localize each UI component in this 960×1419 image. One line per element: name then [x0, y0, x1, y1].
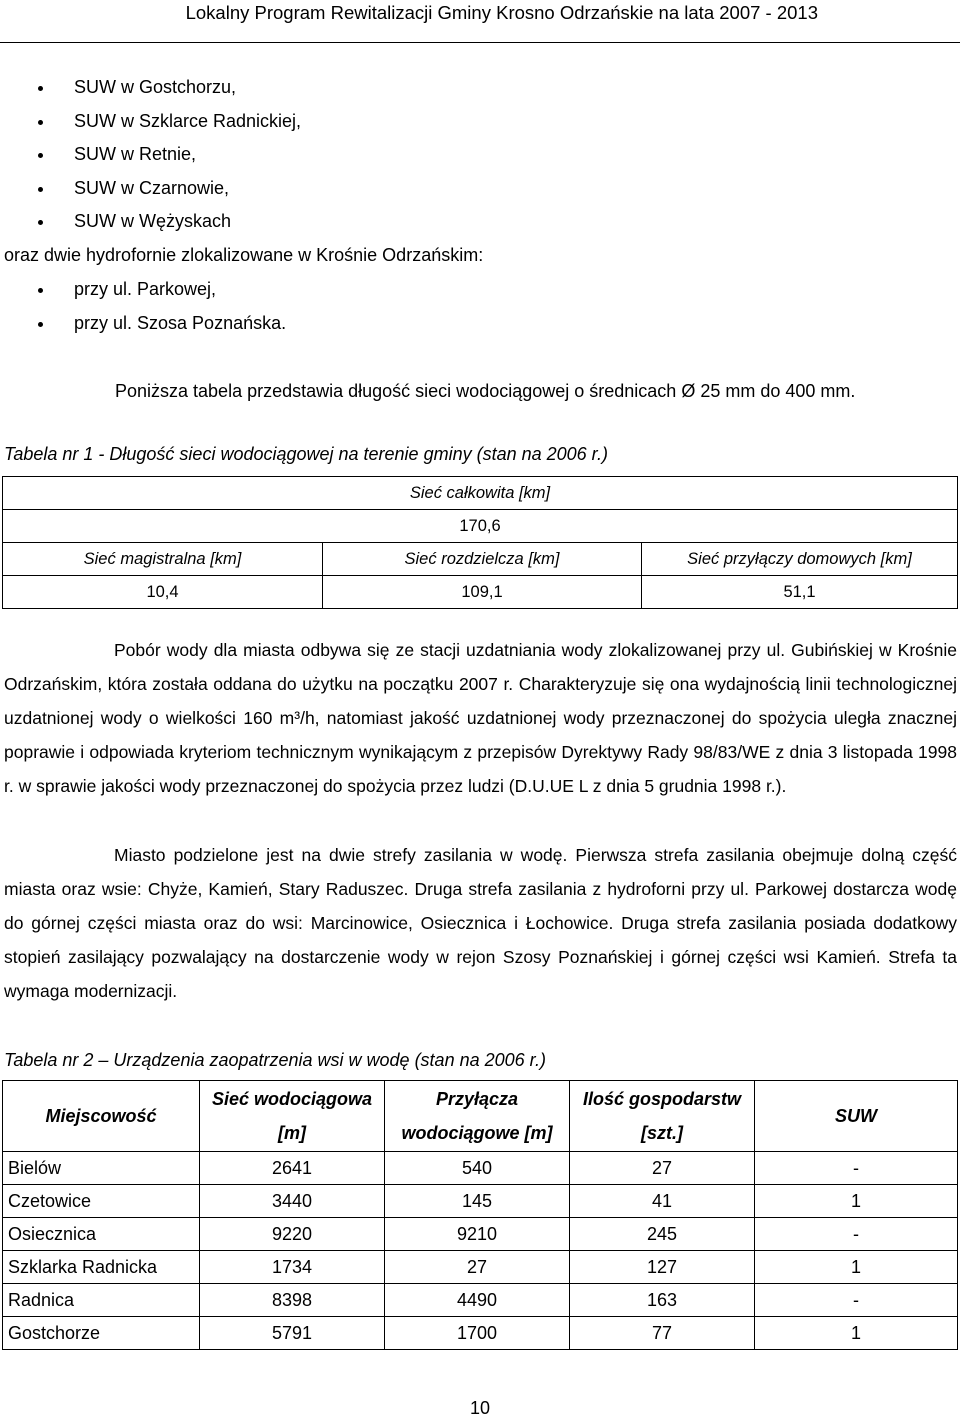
header-cell: Sieć przyłączy domowych [km]: [642, 543, 958, 576]
header-cell: Sieć rozdzielcza [km]: [323, 543, 642, 576]
total-header: Sieć całkowita [km]: [3, 477, 958, 510]
value-cell: 10,4: [3, 576, 323, 609]
village-water-table: [2, 1080, 958, 1350]
list-item: SUW w Wężyskach: [0, 205, 960, 239]
table-row: [3, 1317, 958, 1350]
cell-connections: 4490: [385, 1284, 570, 1317]
cell-households: 77: [570, 1317, 755, 1350]
header-cell: SUW: [755, 1081, 958, 1152]
cell-suw: -: [755, 1152, 958, 1185]
cell-location: Osiecznica: [3, 1218, 200, 1251]
cell-households: 27: [570, 1152, 755, 1185]
cell-location: Czetowice: [3, 1185, 200, 1218]
list-item: SUW w Gostchorzu,: [0, 71, 960, 105]
network-length-table: [2, 476, 958, 609]
cell-suw: 1: [755, 1317, 958, 1350]
list-item: przy ul. Szosa Poznańska.: [0, 307, 960, 341]
cell-network: 9220: [200, 1218, 385, 1251]
header-rule: [0, 42, 960, 43]
header-cell: Sieć wodociągowa [m]: [200, 1081, 385, 1152]
cell-households: 41: [570, 1185, 755, 1218]
cell-network: 3440: [200, 1185, 385, 1218]
header-title: Lokalny Program Rewitalizacji Gminy Krosno Odrzańskie na lata 2007 - 2013: [185, 2, 818, 23]
cell-connections: 27: [385, 1251, 570, 1284]
cell-network: 1734: [200, 1251, 385, 1284]
table-row: [3, 1284, 958, 1317]
cell-suw: -: [755, 1284, 958, 1317]
paragraph-text: Miasto podzielone jest na dwie strefy zasilania w wodę. Pierwsza strefa zasilania obejmuje dolną część miasta oraz wsie: Chyże, Kamień, Stary Raduszec. Druga strefa zasilania z hydroforni przy ul. Parkowej dostarcza wodę do górnej części miasta oraz do wsi: Marcinowice, Osiecznica i Łochowice. Druga strefa zasilania posiada dodatkowy stopień zasilający pozwalający na dostarczenie wody w rejon Szosy Poznańskiej i górnej części wsi Kamień. Strefa ta wymaga modernizacji.: [4, 845, 957, 1002]
cell-connections: 145: [385, 1185, 570, 1218]
list-item: SUW w Szklarce Radnickiej,: [0, 105, 960, 139]
page-header: [0, 0, 960, 44]
header-cell: Ilość gospodarstw [szt.]: [570, 1081, 755, 1152]
cell-location: Szklarka Radnicka: [3, 1251, 200, 1284]
list-item: SUW w Czarnowie,: [0, 172, 960, 206]
cell-network: 5791: [200, 1317, 385, 1350]
intro-line: oraz dwie hydrofornie zlokalizowane w Krośnie Odrzańskim:: [4, 245, 484, 265]
cell-households: 163: [570, 1284, 755, 1317]
paragraph-water-intake: [4, 633, 957, 803]
header-cell: Przyłącza wodociągowe [m]: [385, 1081, 570, 1152]
cell-suw: 1: [755, 1185, 958, 1218]
table1-caption: Tabela nr 1 - Długość sieci wodociągowej na terenie gminy (stan na 2006 r.): [4, 444, 608, 464]
table-row: [3, 1185, 958, 1218]
header-cell: Miejscowość: [3, 1081, 200, 1152]
table-row: [3, 1152, 958, 1185]
cell-network: 2641: [200, 1152, 385, 1185]
cell-connections: 9210: [385, 1218, 570, 1251]
hydrofornie-list: [0, 273, 960, 340]
list-item: SUW w Retnie,: [0, 138, 960, 172]
paragraph-text: Pobór wody dla miasta odbywa się ze stacji uzdatniania wody zlokalizowanej przy ul. Gubińskiej w Krośnie Odrzańskim, która została oddana do użytku na początku 2007 r. Charakteryzuje się ona wydajnością linii technologicznej uzdatnionej wody o wielkości 160 m³/h, natomiast jakość uzdatnionej wody przeznaczonej do spożycia uległa znacznej poprawie i odpowiada kryteriom technicznym wynikającym z przepisów Dyrektywy Rady 98/83/WE z dnia 3 listopada 1998 r. w sprawie jakości wody przeznaczonej do spożycia przez ludzi (D.U.UE L z dnia 5 grudnia 1998 r.).: [4, 640, 957, 797]
table-row: [3, 1251, 958, 1284]
paragraph-supply-zones: [4, 838, 957, 1008]
cell-suw: 1: [755, 1251, 958, 1284]
header-cell: Sieć magistralna [km]: [3, 543, 323, 576]
list-item: przy ul. Parkowej,: [0, 273, 960, 307]
suw-list: [0, 71, 960, 239]
total-value: 170,6: [3, 510, 958, 543]
cell-location: Radnica: [3, 1284, 200, 1317]
page-number: 10: [469, 1398, 491, 1418]
cell-suw: -: [755, 1218, 958, 1251]
cell-households: 245: [570, 1218, 755, 1251]
cell-location: Gostchorze: [3, 1317, 200, 1350]
table-row: [3, 1218, 958, 1251]
value-cell: 109,1: [323, 576, 642, 609]
table2-caption: Tabela nr 2 – Urządzenia zaopatrzenia wsi w wodę (stan na 2006 r.): [4, 1050, 546, 1070]
cell-location: Bielów: [3, 1152, 200, 1185]
cell-households: 127: [570, 1251, 755, 1284]
cell-connections: 540: [385, 1152, 570, 1185]
value-cell: 51,1: [642, 576, 958, 609]
cell-network: 8398: [200, 1284, 385, 1317]
table-intro: Poniższa tabela przedstawia długość sieci wodociągowej o średnicach Ø 25 mm do 400 mm.: [115, 381, 856, 401]
cell-connections: 1700: [385, 1317, 570, 1350]
